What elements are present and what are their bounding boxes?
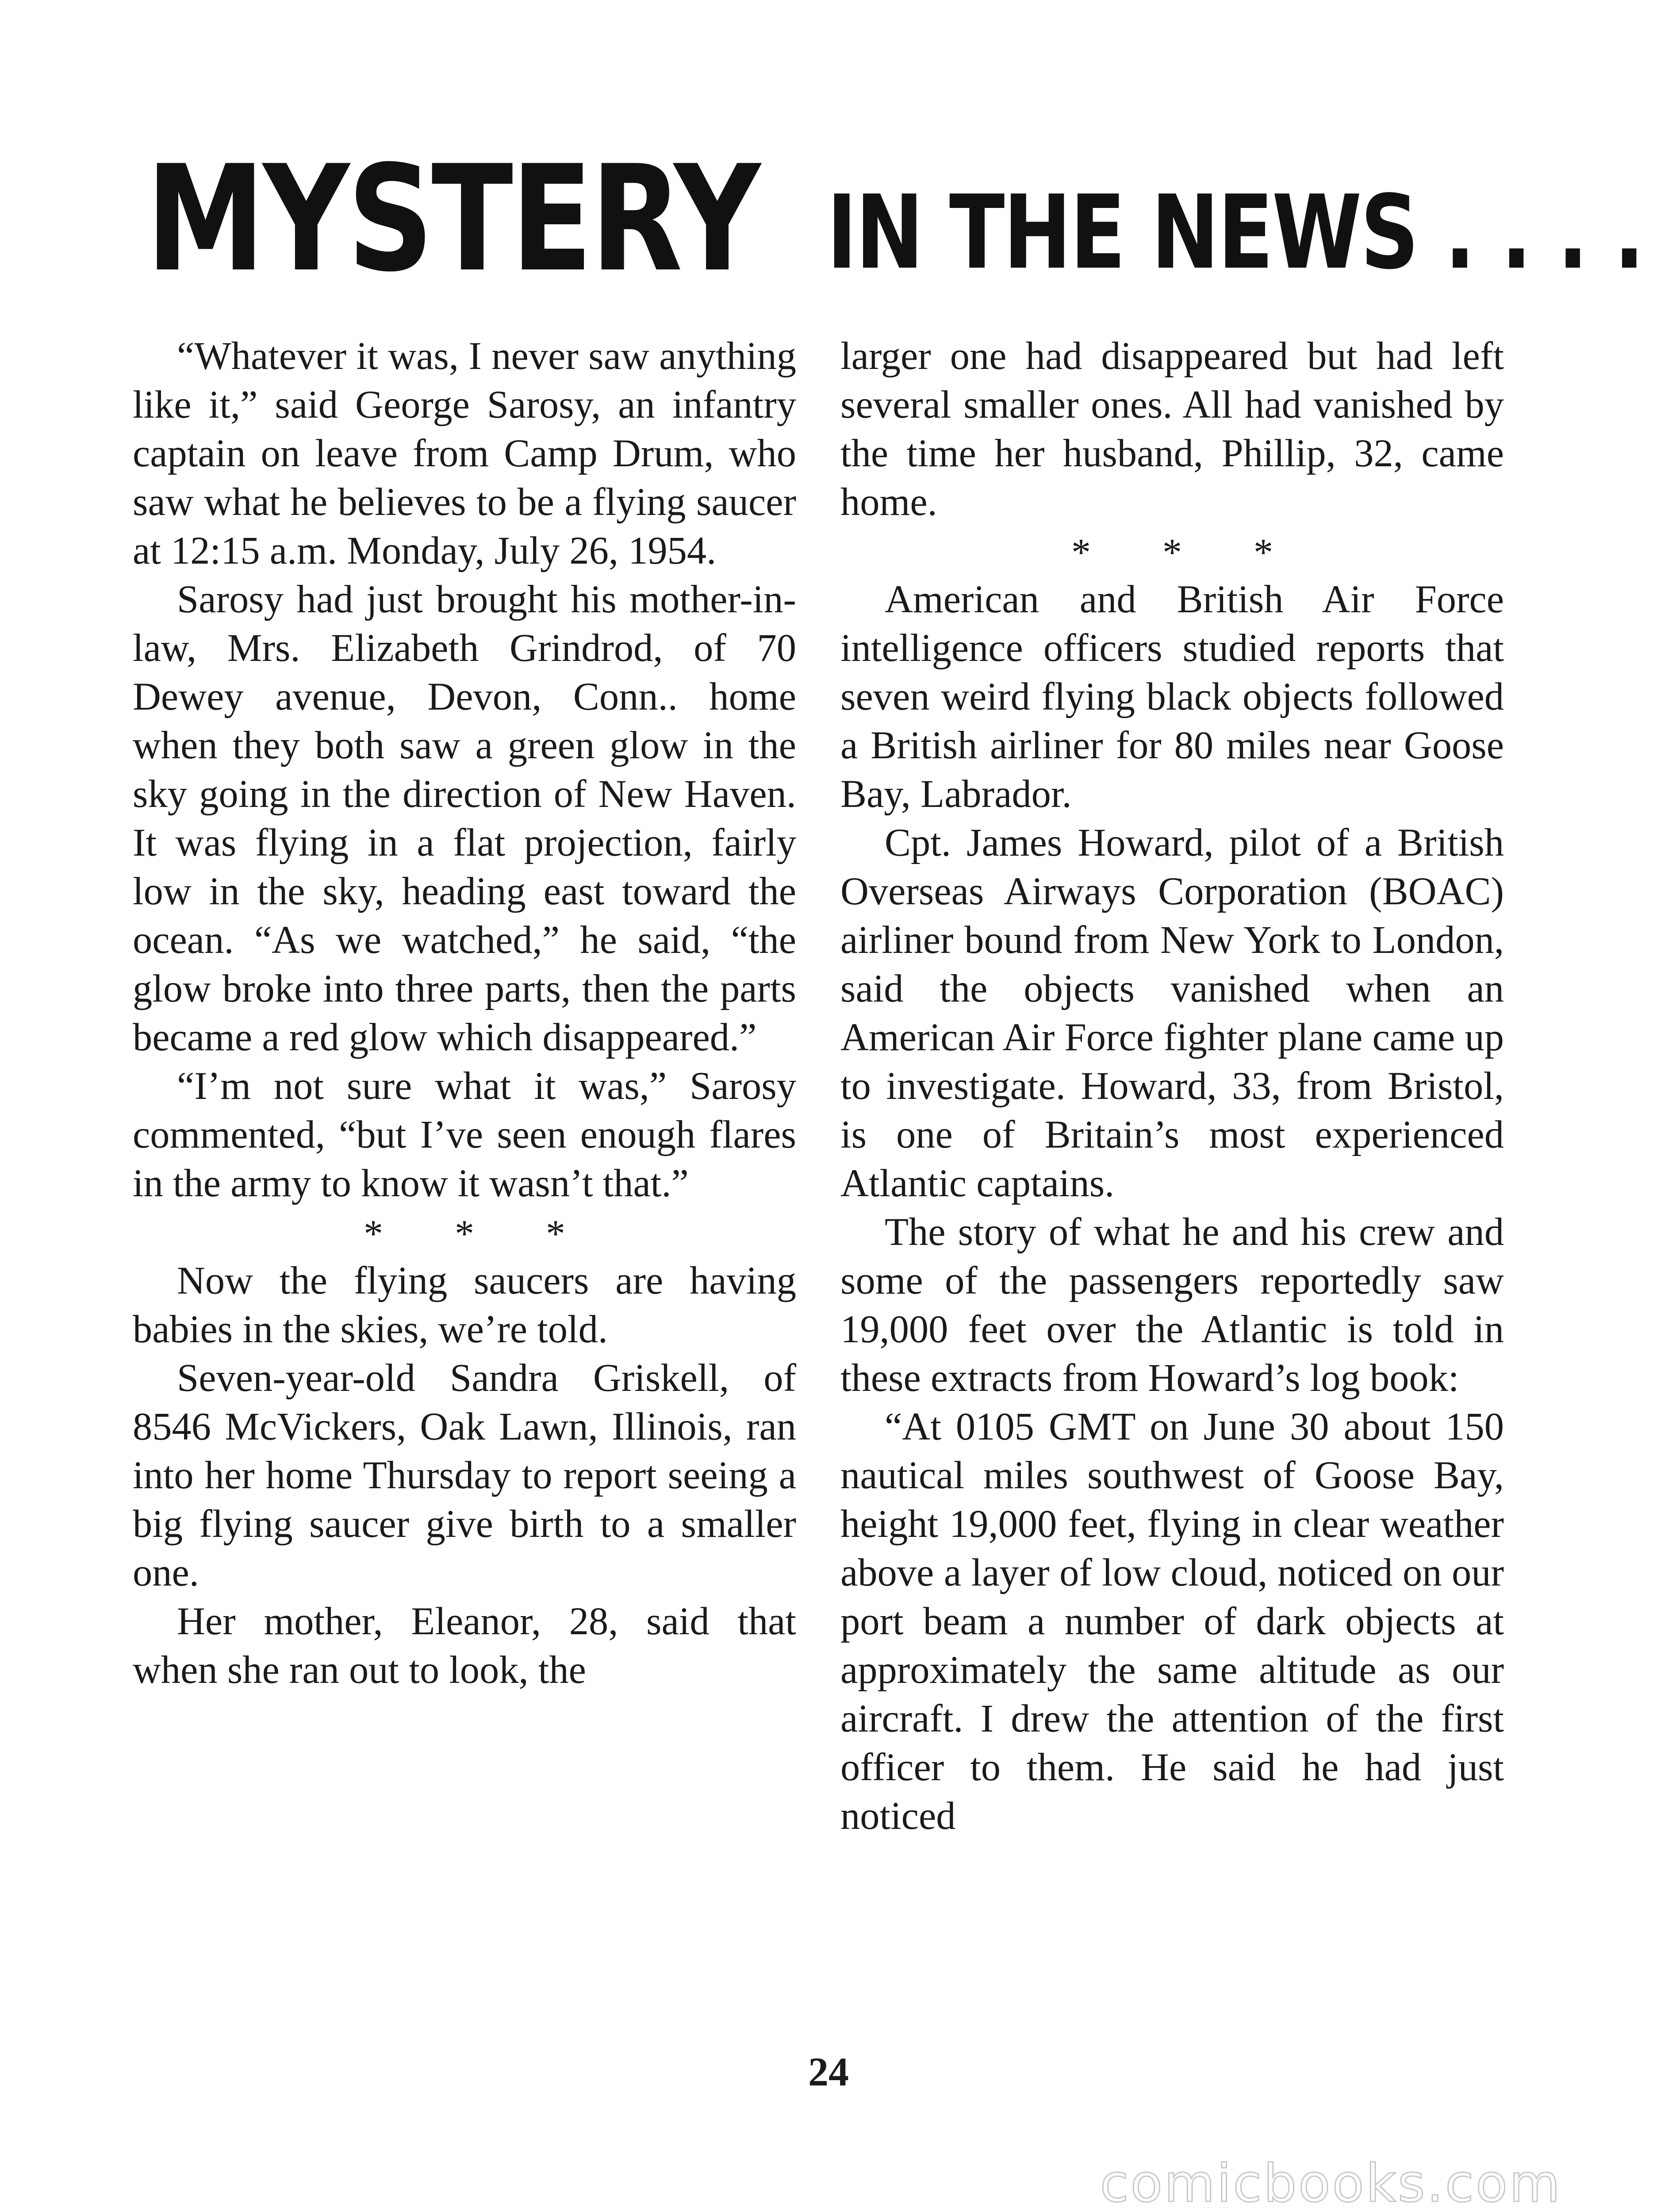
headline bbox=[146, 133, 1643, 304]
paragraph-sarosy-story: Sarosy had just brought his mother-in-law, Mrs. Elizabeth Grindrod, of 70 Dewey avenue, Devon, Conn.. home when they both saw a green glow in the sky going in the direction of New Haven. It was flying in a flat projection, fairly low in the sky, heading east toward the ocean. “As we watched,” he said, “the glow broke into three parts, then the parts became a red glow which disappeared.” bbox=[133, 578, 796, 1059]
paragraph-log-intro: The story of what he and his crew and some of the passengers reportedly saw 19,000 feet over the Atlantic is told in these extracts from Howard’s log book: bbox=[840, 1210, 1504, 1400]
left-column bbox=[133, 332, 796, 1694]
paragraph-griskell: Seven-year-old Sandra Griskell, of 8546 McVickers, Oak Lawn, Illinois, ran into her home Thursday to report seeing a big flying saucer give birth to a smaller one. bbox=[133, 1356, 796, 1594]
paragraph-continued: larger one had disappeared but had left several smaller ones. All had vanished by the time her husband, Phillip, 32, came home. bbox=[840, 334, 1504, 524]
paragraph-eleanor: Her mother, Eleanor, 28, said that when she ran out to look, the bbox=[133, 1600, 796, 1692]
right-column bbox=[840, 332, 1504, 1840]
paragraph-air-force: American and British Air Force intelligence officers studied reports that seven weird flying black objects followed a British airliner for 80 miles near Goose Bay, Labrador. bbox=[840, 578, 1504, 816]
section-separator: * * * bbox=[1071, 531, 1304, 574]
paragraph-saucer-babies: Now the flying saucers are having babies in the skies, we’re told. bbox=[133, 1259, 796, 1351]
headline-in-the-news: IN THE NEWS . . . . bbox=[826, 174, 1643, 292]
watermark: comicbooks.com bbox=[1100, 2153, 1562, 2212]
paragraph-sarosy-comment: “I’m not sure what it was,” Sarosy commented, “but I’ve seen enough flares in the army to know it wasn’t that.” bbox=[133, 1064, 796, 1205]
paragraph-howard: Cpt. James Howard, pilot of a British Overseas Airways Corporation (BOAC) airliner bound from New York to London, said the objects vanished when an American Air Force fighter plane came up to investigate. Howard, 33, from Bristol, is one of Britain’s most experienced Atlantic captains. bbox=[840, 821, 1504, 1205]
paragraph-log-extract: “At 0105 GMT on June 30 about 150 nautical miles southwest of Goose Bay, height 19,000 feet, flying in clear weather above a layer of low cloud, noticed on our port beam a number of dark objects at approximately the same altitude as our aircraft. I drew the attention of the first officer to them. He said he had just noticed bbox=[840, 1405, 1504, 1838]
page-number: 24 bbox=[808, 2049, 849, 2094]
section-separator: * * * bbox=[364, 1213, 596, 1256]
paragraph-sarosy-quote: “Whatever it was, I never saw anything like it,” said George Sarosy, an infantry captain on leave from Camp Drum, who saw what he believes to be a flying saucer at 12:15 a.m. Monday, July 26, 1954. bbox=[133, 334, 796, 572]
headline-mystery: MYSTERY bbox=[146, 134, 759, 304]
